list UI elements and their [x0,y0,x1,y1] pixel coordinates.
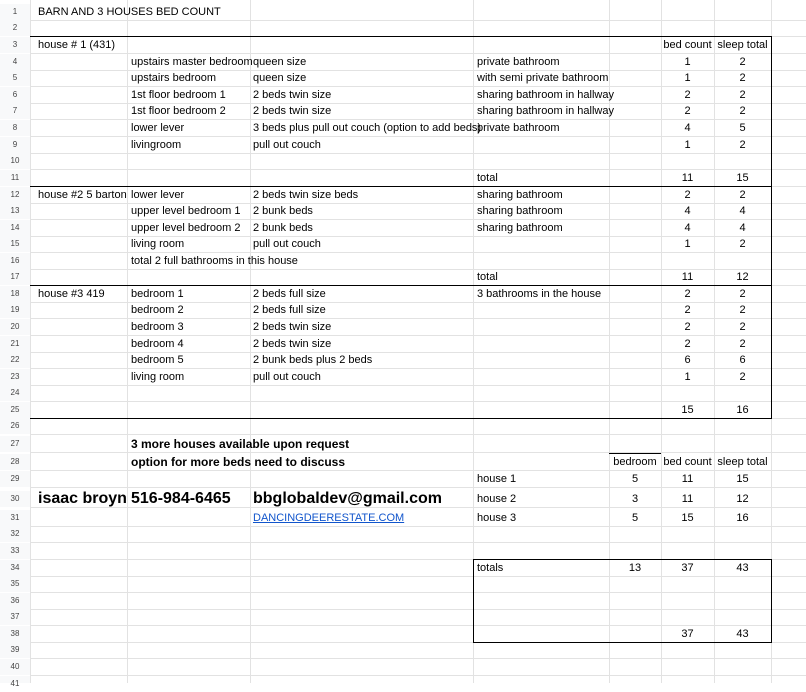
room-cell[interactable]: upper level bedroom 2 [131,222,241,234]
total-bed-count[interactable]: 11 [681,271,694,283]
sheet-row[interactable] [0,593,806,609]
room-cell[interactable]: 1st floor bedroom 2 [131,105,226,117]
bed-count-cell[interactable]: 1 [684,371,691,383]
house2-label[interactable]: house #2 5 barton [38,189,127,201]
bath-cell[interactable]: with semi private bathroom [477,72,609,84]
header-bed-count[interactable]: bed count [663,39,712,51]
room-cell[interactable]: lower lever [131,189,185,201]
total-row[interactable] [0,402,806,418]
summary-header-bed-count[interactable]: bed count [663,456,712,468]
table-row[interactable] [0,491,806,507]
grid-row-line [30,236,806,237]
final-sleep-total[interactable]: 43 [736,628,749,640]
row-number[interactable]: 35 [0,576,30,592]
row-number[interactable]: 6 [0,87,30,103]
bed-count-cell[interactable]: 1 [684,238,691,250]
sheet-row[interactable] [0,659,806,675]
grid-row-line [30,219,806,220]
row-number[interactable]: 27 [0,436,30,452]
table-row[interactable] [0,70,806,86]
bath-cell[interactable]: sharing bathroom in hallway [477,105,614,117]
sheet-row[interactable] [0,676,806,688]
room-cell[interactable]: upstairs bedroom [131,72,216,84]
sleep-total-cell[interactable]: 2 [739,105,746,117]
room-cell[interactable]: bedroom 1 [131,288,184,300]
grid-row-line [30,576,806,577]
summary-bedroom-cell[interactable]: 5 [631,512,639,524]
note-more-beds[interactable]: option for more beds need to discuss [131,455,346,469]
grid-row-line [30,507,806,508]
grid-row-line [30,368,806,369]
sheet-row[interactable] [0,436,806,452]
header-sleep-total[interactable]: sleep total [717,39,768,51]
row-number[interactable]: 20 [0,319,30,335]
grid-row-line [30,675,806,676]
bath-cell[interactable]: sharing bathroom [477,189,563,201]
total-row[interactable] [0,269,806,285]
grid-row-line [30,542,806,543]
table-row[interactable] [0,54,806,70]
row-number[interactable]: 7 [0,103,30,119]
bed-count-cell[interactable]: 1 [684,72,691,84]
grid-row-line [30,318,806,319]
total-sleep-total[interactable]: 12 [736,271,749,283]
totals-box-border [473,559,474,643]
house1-label[interactable]: house # 1 (431) [38,39,116,51]
contact-email[interactable]: bbglobaldev@gmail.com [253,490,442,507]
summary-totals-sleep-total[interactable]: 43 [736,562,749,574]
summary-totals-bedroom[interactable]: 13 [628,562,642,574]
summary-house-cell[interactable]: house 3 [477,512,517,524]
row-number[interactable]: 15 [0,236,30,252]
row-number[interactable]: 19 [0,302,30,318]
total-label[interactable]: total [477,271,498,283]
total-bed-count[interactable]: 11 [681,172,694,184]
row-number[interactable]: 25 [0,402,30,418]
row-number[interactable]: 23 [0,369,30,385]
beds-cell[interactable]: queen size [253,72,307,84]
sleep-total-cell[interactable]: 2 [739,371,746,383]
total-row[interactable] [0,170,806,186]
bed-count-cell[interactable]: 2 [684,304,691,316]
bed-count-cell[interactable]: 1 [684,56,691,68]
table-border [771,36,772,419]
beds-cell[interactable]: 2 beds twin size [253,105,332,117]
summary-header-bedroom[interactable]: bedroom [613,456,657,468]
total-sleep-total[interactable]: 16 [736,404,749,416]
row-number[interactable]: 41 [0,676,30,683]
row-number[interactable]: 21 [0,336,30,352]
summary-bed-count-cell[interactable]: 11 [681,493,694,505]
row-number[interactable]: 12 [0,187,30,203]
beds-cell[interactable]: 2 beds twin size [253,338,332,350]
house2-note[interactable]: total 2 full bathrooms in this house [131,255,298,267]
sheet-row[interactable] [0,609,806,625]
row-number[interactable]: 13 [0,203,30,219]
total-row[interactable] [0,626,806,642]
row-number[interactable]: 14 [0,220,30,236]
sleep-total-cell[interactable]: 2 [739,72,746,84]
bed-count-cell[interactable]: 2 [684,338,691,350]
sleep-total-cell[interactable]: 2 [739,321,746,333]
sheet-row[interactable] [0,526,806,542]
summary-totals-label[interactable]: totals [477,562,504,574]
grid-row-line [30,352,806,353]
summary-sleep-total-cell[interactable]: 16 [736,512,749,524]
table-row[interactable] [0,220,806,236]
sleep-total-cell[interactable]: 2 [739,189,746,201]
sheet-row[interactable] [0,454,806,470]
table-border [30,186,771,187]
sleep-total-cell[interactable]: 5 [739,122,746,134]
sleep-total-cell[interactable]: 2 [739,56,746,68]
row-number[interactable]: 3 [0,37,30,53]
table-border [30,418,771,419]
row-number[interactable]: 10 [0,153,30,169]
row-number[interactable]: 32 [0,526,30,542]
beds-cell[interactable]: pull out couch [253,139,321,151]
row-number[interactable]: 4 [0,54,30,70]
grid-row-line [30,153,806,154]
table-border [30,285,771,286]
table-border [609,453,661,454]
beds-cell[interactable]: 2 bunk beds [253,205,313,217]
sheet-row[interactable] [0,385,806,401]
beds-cell[interactable]: pull out couch [253,371,321,383]
table-row[interactable] [0,352,806,368]
table-row[interactable] [0,319,806,335]
beds-cell[interactable]: 2 bunk beds [253,222,313,234]
table-row[interactable] [0,471,806,487]
bed-count-cell[interactable]: 1 [684,139,691,151]
grid-row-line [30,20,806,21]
row-number[interactable]: 34 [0,560,30,576]
beds-cell[interactable]: 2 beds twin size [253,321,332,333]
row-number[interactable]: 16 [0,253,30,269]
grid-row-line [30,470,806,471]
summary-sleep-total-cell[interactable]: 12 [736,493,749,505]
grid-row-line [30,609,806,610]
row-number[interactable]: 37 [0,609,30,625]
beds-cell[interactable]: 2 beds twin size [253,89,332,101]
bath-cell[interactable]: private bathroom [477,122,560,134]
grid-row-line [30,401,806,402]
beds-cell[interactable]: pull out couch [253,238,321,250]
bed-count-cell[interactable]: 4 [684,205,691,217]
bed-count-cell[interactable]: 2 [684,105,691,117]
row-number[interactable]: 40 [0,659,30,675]
table-row[interactable] [0,302,806,318]
totals-box-border [771,559,772,643]
note-more-houses[interactable]: 3 more houses available upon request [131,437,350,451]
table-row[interactable] [0,87,806,103]
row-number[interactable]: 31 [0,510,30,526]
grid-row-line [30,136,806,137]
grid-row-line [30,434,806,435]
row-number[interactable]: 28 [0,454,30,470]
grid-row-line [30,169,806,170]
contact-phone[interactable]: 516-984-6465 [131,490,231,507]
summary-house-cell[interactable]: house 1 [477,473,517,485]
row-number[interactable]: 17 [0,269,30,285]
bath-cell[interactable]: private bathroom [477,56,560,68]
grid-row-line [30,70,806,71]
total-bed-count[interactable]: 15 [681,404,694,416]
row-number[interactable]: 22 [0,352,30,368]
table-row[interactable] [0,187,806,203]
sheet-row[interactable] [0,37,806,53]
table-row[interactable] [0,336,806,352]
room-cell[interactable]: upstairs master bedroom [131,56,253,68]
beds-cell[interactable]: 3 beds plus pull out couch (option to add beds) [253,122,482,134]
totals-box-border [473,642,771,643]
contact-name[interactable]: isaac broyn [38,490,127,507]
table-row[interactable] [0,236,806,252]
sleep-total-cell[interactable]: 2 [739,89,746,101]
sleep-total-cell[interactable]: 2 [739,139,746,151]
row-number[interactable]: 36 [0,593,30,609]
table-row[interactable] [0,120,806,136]
total-row[interactable] [0,560,806,576]
grid-row-line [30,103,806,104]
table-row[interactable] [0,510,806,526]
grid-row-line [30,119,806,120]
sheet-row[interactable] [0,20,806,36]
row-number[interactable]: 11 [0,170,30,186]
row-number[interactable]: 33 [0,543,30,559]
row-number[interactable]: 5 [0,70,30,86]
bed-count-cell[interactable]: 2 [684,89,691,101]
sheet-row[interactable] [0,543,806,559]
summary-bedroom-cell[interactable]: 3 [631,493,639,505]
sheet-row[interactable] [0,4,806,20]
summary-totals-bed-count[interactable]: 37 [681,562,694,574]
bath-cell[interactable]: sharing bathroom in hallway [477,89,614,101]
room-cell[interactable]: bedroom 3 [131,321,184,333]
final-bed-count[interactable]: 37 [681,628,694,640]
row-number[interactable]: 1 [0,4,30,20]
room-cell[interactable]: living room [131,371,185,383]
grid-row-line [30,86,806,87]
beds-cell[interactable]: 2 beds full size [253,304,326,316]
table-row[interactable] [0,369,806,385]
row-number[interactable]: 29 [0,471,30,487]
room-cell[interactable]: bedroom 5 [131,354,184,366]
total-label[interactable]: total [477,172,498,184]
total-sleep-total[interactable]: 15 [736,172,749,184]
row-number[interactable]: 8 [0,120,30,136]
house3-label[interactable]: house #3 419 [38,288,105,300]
table-border [30,36,771,37]
bed-count-cell[interactable]: 4 [684,222,691,234]
room-cell[interactable]: upper level bedroom 1 [131,205,241,217]
sheet-row[interactable] [0,418,806,434]
bed-count-cell[interactable]: 2 [684,189,691,201]
bath-cell[interactable]: sharing bathroom [477,222,563,234]
sleep-total-cell[interactable]: 4 [739,222,746,234]
table-row[interactable] [0,203,806,219]
bath-cell[interactable]: 3 bathrooms in the house [477,288,602,300]
row-number[interactable]: 24 [0,385,30,401]
table-row[interactable] [0,103,806,119]
sheet-row[interactable] [0,253,806,269]
summary-house-cell[interactable]: house 2 [477,493,517,505]
grid-row-line [30,658,806,659]
room-cell[interactable]: livingroom [131,139,182,151]
grid-row-line [30,53,806,54]
room-cell[interactable]: living room [131,238,185,250]
row-number[interactable]: 2 [0,20,30,36]
row-number[interactable]: 38 [0,626,30,642]
summary-header-sleep-total[interactable]: sleep total [717,456,768,468]
sleep-total-cell[interactable]: 6 [739,354,746,366]
beds-cell[interactable]: 2 beds twin size beds [253,189,359,201]
row-number[interactable]: 26 [0,418,30,434]
room-cell[interactable]: lower lever [131,122,185,134]
sleep-total-cell[interactable]: 2 [739,338,746,350]
beds-cell[interactable]: 2 bunk beds plus 2 beds [253,354,373,366]
totals-box-border [473,559,771,560]
summary-bed-count-cell[interactable]: 15 [681,512,694,524]
website-link[interactable]: DANCINGDEERESTATE.COM [253,512,405,524]
grid-row-line [30,203,806,204]
table-row[interactable] [0,286,806,302]
bed-count-cell[interactable]: 2 [684,321,691,333]
bed-count-cell[interactable]: 6 [684,354,691,366]
bath-cell[interactable]: sharing bathroom [477,205,563,217]
bed-count-cell[interactable]: 2 [684,288,691,300]
sheet-title[interactable]: BARN AND 3 HOUSES BED COUNT [38,6,221,18]
sleep-total-cell[interactable]: 2 [739,304,746,316]
grid-row-line [30,487,806,488]
grid-row-line [30,269,806,270]
row-number[interactable]: 39 [0,642,30,658]
beds-cell[interactable]: queen size [253,56,307,68]
grid-row-line [30,335,806,336]
table-row[interactable] [0,137,806,153]
sheet-row[interactable] [0,153,806,169]
sleep-total-cell[interactable]: 4 [739,205,746,217]
sheet-row[interactable] [0,576,806,592]
grid-row-line [30,252,806,253]
grid-row-line [30,452,806,453]
summary-bedroom-cell[interactable]: 5 [631,473,639,485]
bed-count-cell[interactable]: 4 [684,122,691,134]
room-cell[interactable]: bedroom 4 [131,338,184,350]
sleep-total-cell[interactable]: 2 [739,238,746,250]
grid-row-line [30,625,806,626]
room-cell[interactable]: bedroom 2 [131,304,184,316]
grid-row-line [30,385,806,386]
sleep-total-cell[interactable]: 2 [739,288,746,300]
grid-row-line [30,302,806,303]
room-cell[interactable]: 1st floor bedroom 1 [131,89,226,101]
row-number[interactable]: 18 [0,286,30,302]
row-number[interactable]: 30 [0,491,30,507]
summary-sleep-total-cell[interactable]: 15 [736,473,749,485]
grid-row-line [30,526,806,527]
sheet-row[interactable] [0,642,806,658]
beds-cell[interactable]: 2 beds full size [253,288,326,300]
summary-bed-count-cell[interactable]: 11 [681,473,694,485]
grid-row-line [30,592,806,593]
row-number[interactable]: 9 [0,137,30,153]
